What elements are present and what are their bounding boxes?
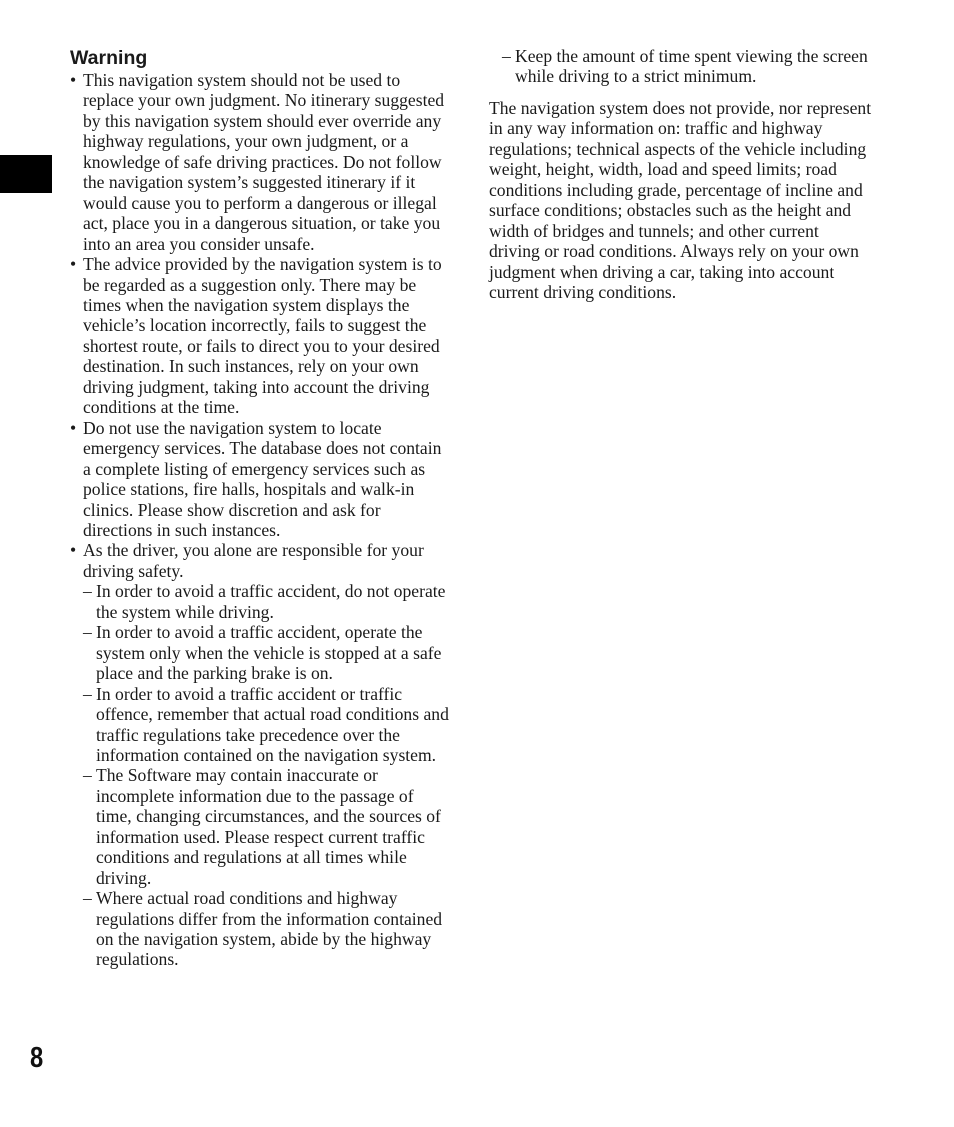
sub-item-text: In order to avoid a traffic accident, do not operate the system while driving. (96, 581, 446, 622)
bullet-text: As the driver, you alone are responsible for your driving safety. (83, 540, 424, 581)
page-number: 8 (30, 1042, 44, 1074)
sub-item (70, 888, 452, 970)
sub-item (70, 581, 452, 622)
continued-sub-list (489, 46, 874, 87)
sub-item-text: The Software may contain inaccurate or incomplete information due to the passage of time, changing circumstances, and the sources of information used. Please respect current traffic conditions and regulations at all times while driving. (96, 765, 441, 888)
sub-item-text: In order to avoid a traffic accident or traffic offence, remember that actual road conditions and traffic regulations take precedence over the information contained on the navigation system. (96, 683, 449, 765)
sub-item (70, 684, 452, 766)
sub-item-text: Where actual road conditions and highway regulations differ from the information contained on the navigation system, abide by the highway regulations. (96, 888, 443, 970)
sub-item (70, 765, 452, 888)
bullet-item (70, 70, 452, 254)
bullet-text: The advice provided by the navigation system is to be regarded as a suggestion only. There may be times when the navigation system displays the vehicle’s location incorrectly, fails to suggest the shortest route, or fails to direct you to your desired destination. In such instances, rely on your own driving judgment, taking into account the driving conditions at the time. (83, 254, 442, 418)
bullet-item (70, 418, 452, 541)
bullet-item (70, 540, 452, 970)
bullet-text: Do not use the navigation system to locate emergency services. The database does not contain a complete listing of emergency services such as police stations, fire halls, hospitals and walk-in clinics. Please show discretion and ask for directions in such instances. (83, 417, 442, 540)
sub-item (489, 46, 874, 87)
sub-item-text: Keep the amount of time spent viewing the screen while driving to a strict minimum. (515, 46, 868, 87)
driver-safety-sub-list (70, 581, 452, 970)
right-column (489, 46, 874, 302)
information-disclaimer-paragraph: The navigation system does not provide, nor represent in any way information on: traffic and highway regulations; technical aspects of the vehicle including weight, height, width, load and speed limits; road conditions including grade, percentage of incline and surface conditions; obstacles such as the height and width of bridges and tunnels; and other current driving or road conditions. Always rely on your own judgment when driving a car, taking into account current driving conditions. (489, 97, 872, 302)
warning-bullet-list (70, 70, 452, 970)
bullet-text: This navigation system should not be used to replace your own judgment. No itinerary suggested by this navigation system should ever override any highway regulations, your own judgment, or a knowledge of safe driving practices. Do not follow the navigation system’s suggested itinerary if it would cause you to perform a dangerous or illegal act, place you in a dangerous situation, or take you into an area you consider unsafe. (83, 70, 445, 254)
bullet-item (70, 254, 452, 418)
sub-item-text: In order to avoid a traffic accident, operate the system only when the vehicle is stopped at a safe place and the parking brake is on. (96, 622, 442, 684)
section-tab-marker (0, 155, 52, 193)
sub-item (70, 622, 452, 683)
left-column (70, 46, 452, 970)
warning-heading: Warning (70, 47, 148, 69)
